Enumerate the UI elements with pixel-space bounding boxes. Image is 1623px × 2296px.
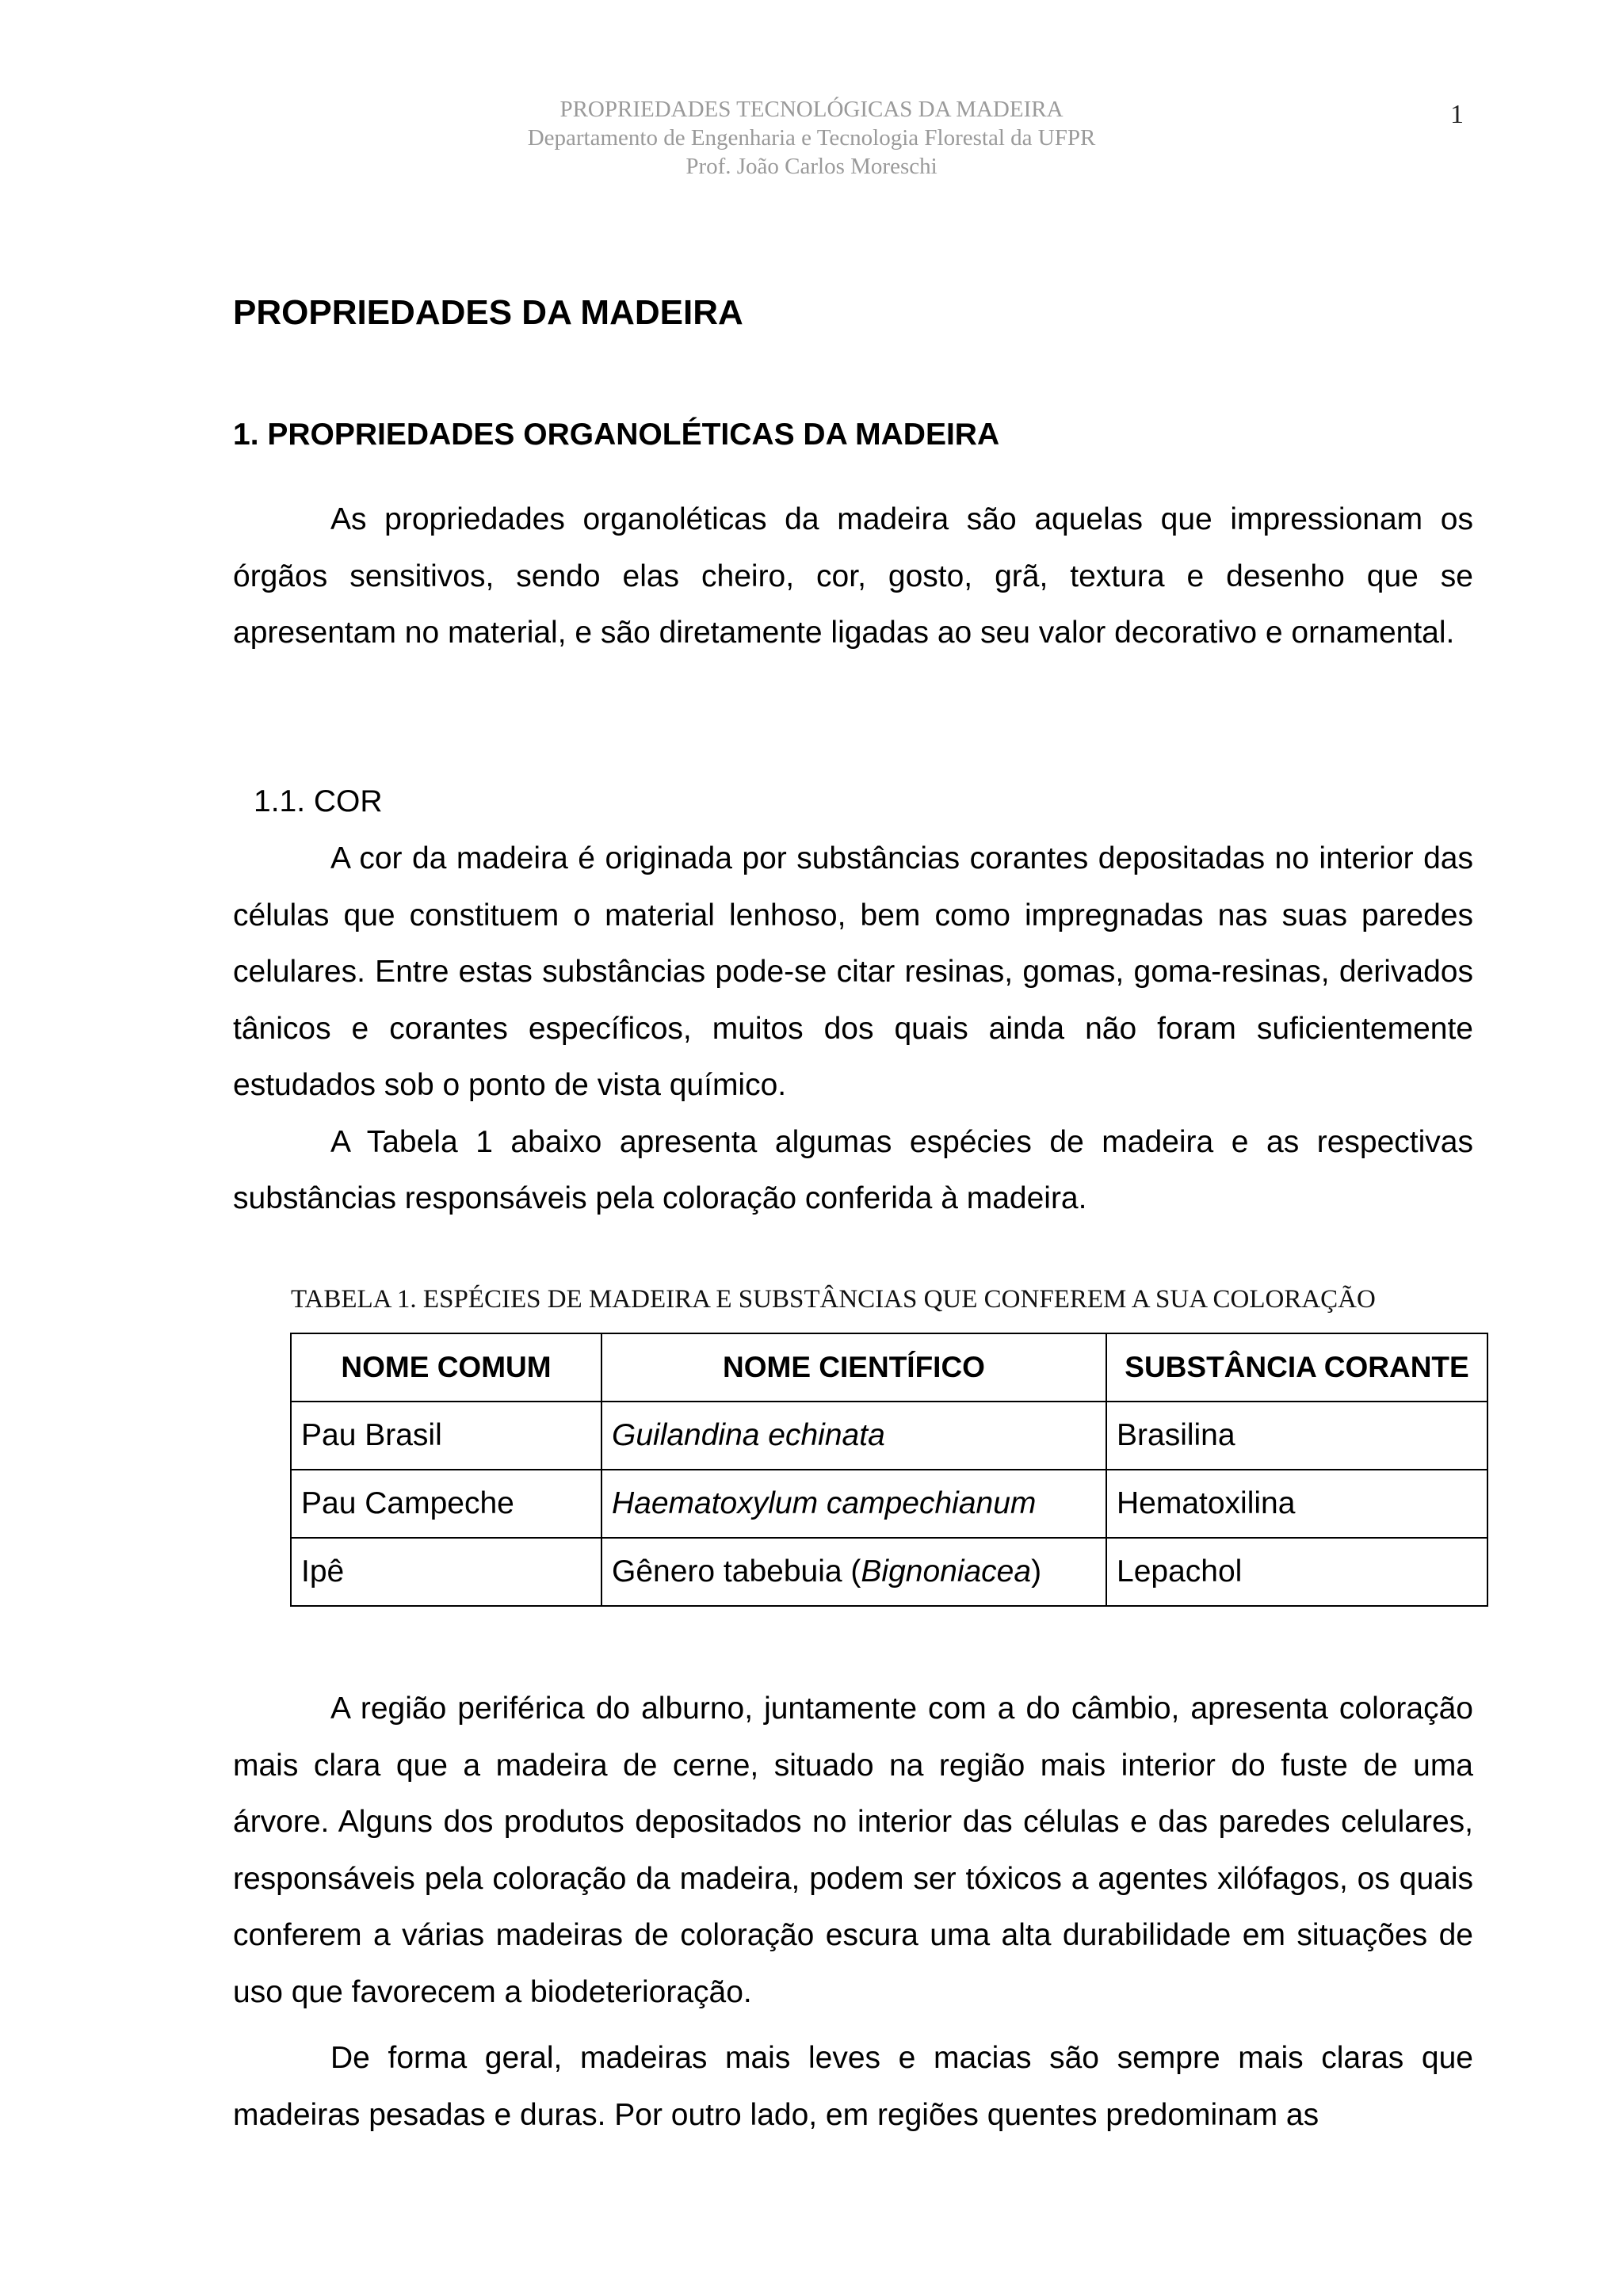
color-substances-table [290,1333,1488,1607]
table-row [291,1470,1487,1538]
table-row [291,1402,1487,1470]
color-paragraph-1: A cor da madeira é originada por substâncias corantes depositadas no interior das células que constituem o material lenhoso, bem como impregnadas nas suas paredes celulares. Entre estas substâncias pode-se citar resinas, gomas, goma-resinas, derivados tânicos e corantes específicos, muitos dos quais ainda não foram suficientemente estudados sob o ponto de vista químico. [233,841,1473,1102]
density-paragraph: De forma geral, madeiras mais leves e macias são sempre mais claras que madeiras pesadas e duras. Por outro lado, em regiões quentes predominam as [233,2041,1473,2132]
running-header [0,95,1623,181]
scientific-name-cell [601,1538,1106,1606]
substance-cell: Lepachol [1106,1538,1487,1606]
subsection-heading: 1.1. COR [254,784,383,818]
page-number: 1 [1450,100,1464,129]
header-coloring-substance: SUBSTÂNCIA CORANTE [1106,1333,1487,1402]
intro-block [233,491,1473,662]
after-table-block [233,1680,1473,2143]
header-scientific-name: NOME CIENTÍFICO [601,1333,1106,1402]
table-row [291,1538,1487,1606]
substance-cell: Hematoxilina [1106,1470,1487,1538]
table-caption: TABELA 1. ESPÉCIES DE MADEIRA E SUBSTÂNCIAS QUE CONFEREM A SUA COLORAÇÃO [291,1285,1376,1314]
scientific-family-name: Bignoniacea [861,1554,1032,1589]
scientific-name-cell: Haematoxylum campechianum [601,1470,1106,1538]
color-text-block [233,830,1473,1227]
common-name-cell: Ipê [291,1538,601,1606]
substance-cell: Brasilina [1106,1402,1487,1470]
section-heading: 1. PROPRIEDADES ORGANOLÉTICAS DA MADEIRA [233,418,1000,452]
common-name-cell: Pau Campeche [291,1470,601,1538]
header-author: Prof. João Carlos Moreschi [685,154,938,179]
header-department: Departamento de Engenharia e Tecnologia Florestal da UFPR [527,125,1096,151]
common-name-cell: Pau Brasil [291,1402,601,1470]
scientific-name-prefix: Gênero tabebuia ( [612,1554,861,1589]
table-header-row [291,1333,1487,1402]
document-title: PROPRIEDADES DA MADEIRA [233,293,743,332]
color-paragraph-2: A Tabela 1 abaixo apresenta algumas espécies de madeira e as respectivas substâncias responsáveis pela coloração conferida à madeira. [233,1124,1473,1215]
scientific-name-cell: Guilandina echinata [601,1402,1106,1470]
scientific-name-suffix: ) [1031,1554,1042,1589]
sapwood-paragraph: A região periférica do alburno, juntamente com a do câmbio, apresenta coloração mais clara que a madeira de cerne, situado na região mais interior do fuste de uma árvore. Alguns dos produtos depositados no interior das células e das paredes celulares, responsáveis pela coloração da madeira, podem ser tóxicos a agentes xilófagos, os quais conferem a várias madeiras de coloração escura uma alta durabilidade em situações de uso que favorecem a biodeterioração. [233,1691,1473,2009]
intro-paragraph: As propriedades organoléticas da madeira são aquelas que impressionam os órgãos sensitivos, sendo elas cheiro, cor, gosto, grã, textura e desenho que se apresentam no material, e são diretamente ligadas ao seu valor decorativo e ornamental. [233,502,1473,650]
header-common-name: NOME COMUM [291,1333,601,1402]
header-title: PROPRIEDADES TECNOLÓGICAS DA MADEIRA [559,97,1064,122]
